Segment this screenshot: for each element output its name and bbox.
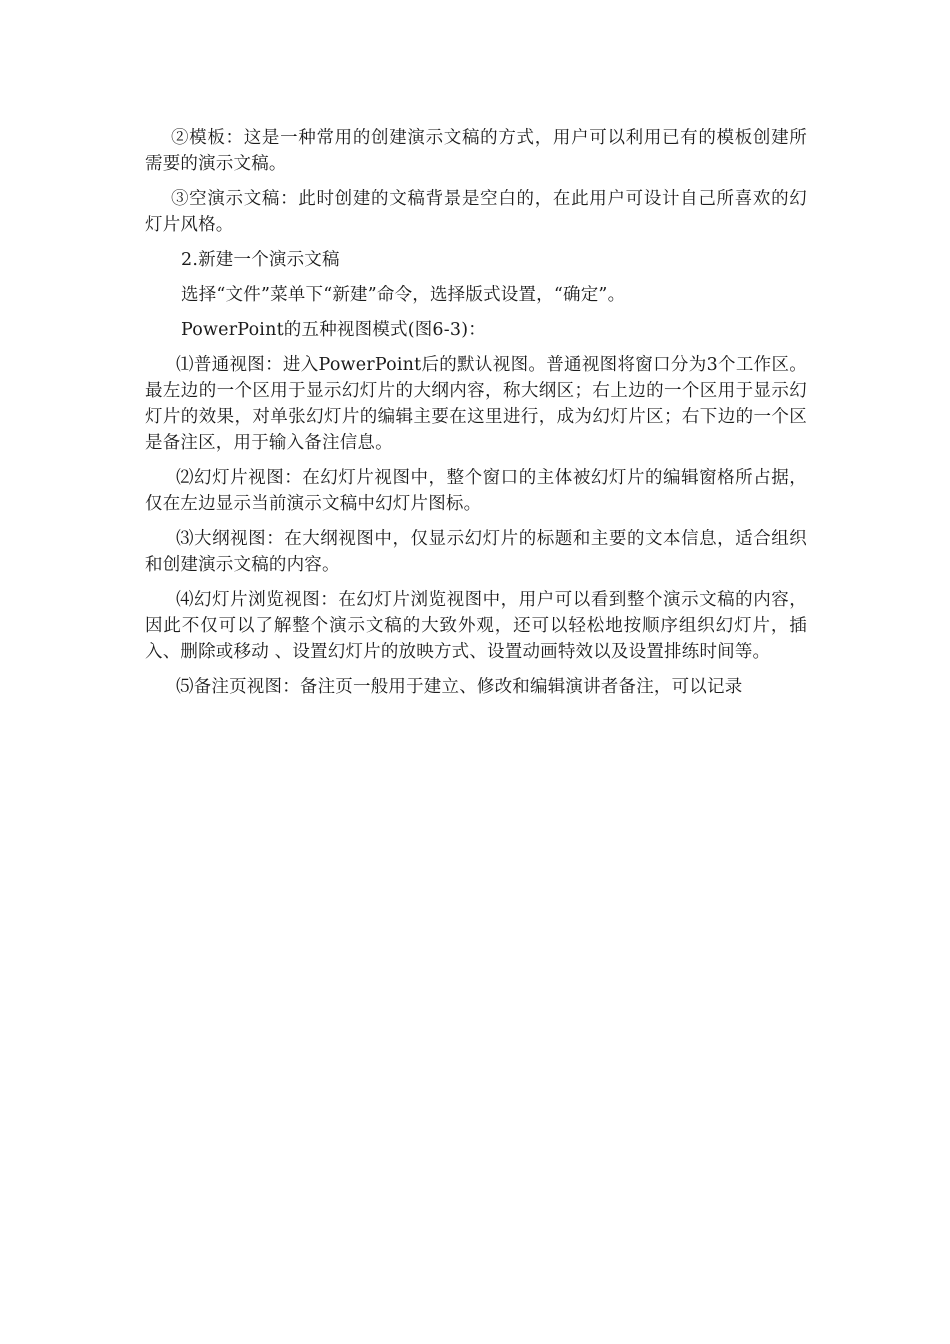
document-page xyxy=(145,125,807,709)
paragraph-outline-view: ⑶大纲视图：在大纲视图中，仅显示幻灯片的标题和主要的文本信息，适合组织和创建演示文稿的内容。 xyxy=(145,529,807,575)
paragraph-blank-presentation: ③空演示文稿：此时创建的文稿背景是空白的，在此用户可设计自己所喜欢的幻灯片风格。 xyxy=(145,189,807,235)
paragraph-slide-view: ⑵幻灯片视图：在幻灯片视图中，整个窗口的主体被幻灯片的编辑窗格所占据，仅在左边显示当前演示文稿中幻灯片图标。 xyxy=(145,468,807,514)
paragraph-normal-view: ⑴普通视图：进入PowerPoint后的默认视图。普通视图将窗口分为3个工作区。最左边的一个区用于显示幻灯片的大纲内容，称大纲区；右上边的一个区用于显示幻灯片的效果，对单张幻灯片的编辑主要在这里进行，成为幻灯片区；右下边的一个区是备注区，用于输入备注信息。 xyxy=(145,355,807,453)
paragraph-slide-sorter-view: ⑷幻灯片浏览视图：在幻灯片浏览视图中，用户可以看到整个演示文稿的内容，因此不仅可以了解整个演示文稿的大致外观，还可以轻松地按顺序组织幻灯片，插入、删除或移动 、设置幻灯片的放映方式、设置动画特效以及设置排练时间等。 xyxy=(145,590,807,662)
paragraph-new-steps: 选择“文件”菜单下“新建”命令，选择版式设置，“确定”。 xyxy=(181,285,626,305)
section-heading-new-presentation: 2.新建一个演示文稿 xyxy=(181,250,340,270)
paragraph-view-modes-intro: PowerPoint的五种视图模式(图6-3)： xyxy=(181,320,486,340)
paragraph-template: ②模板：这是一种常用的创建演示文稿的方式，用户可以利用已有的模板创建所需要的演示文稿。 xyxy=(145,128,807,174)
paragraph-notes-page-view: ⑸备注页视图：备注页一般用于建立、修改和编辑演讲者备注，可以记录 xyxy=(176,677,743,697)
